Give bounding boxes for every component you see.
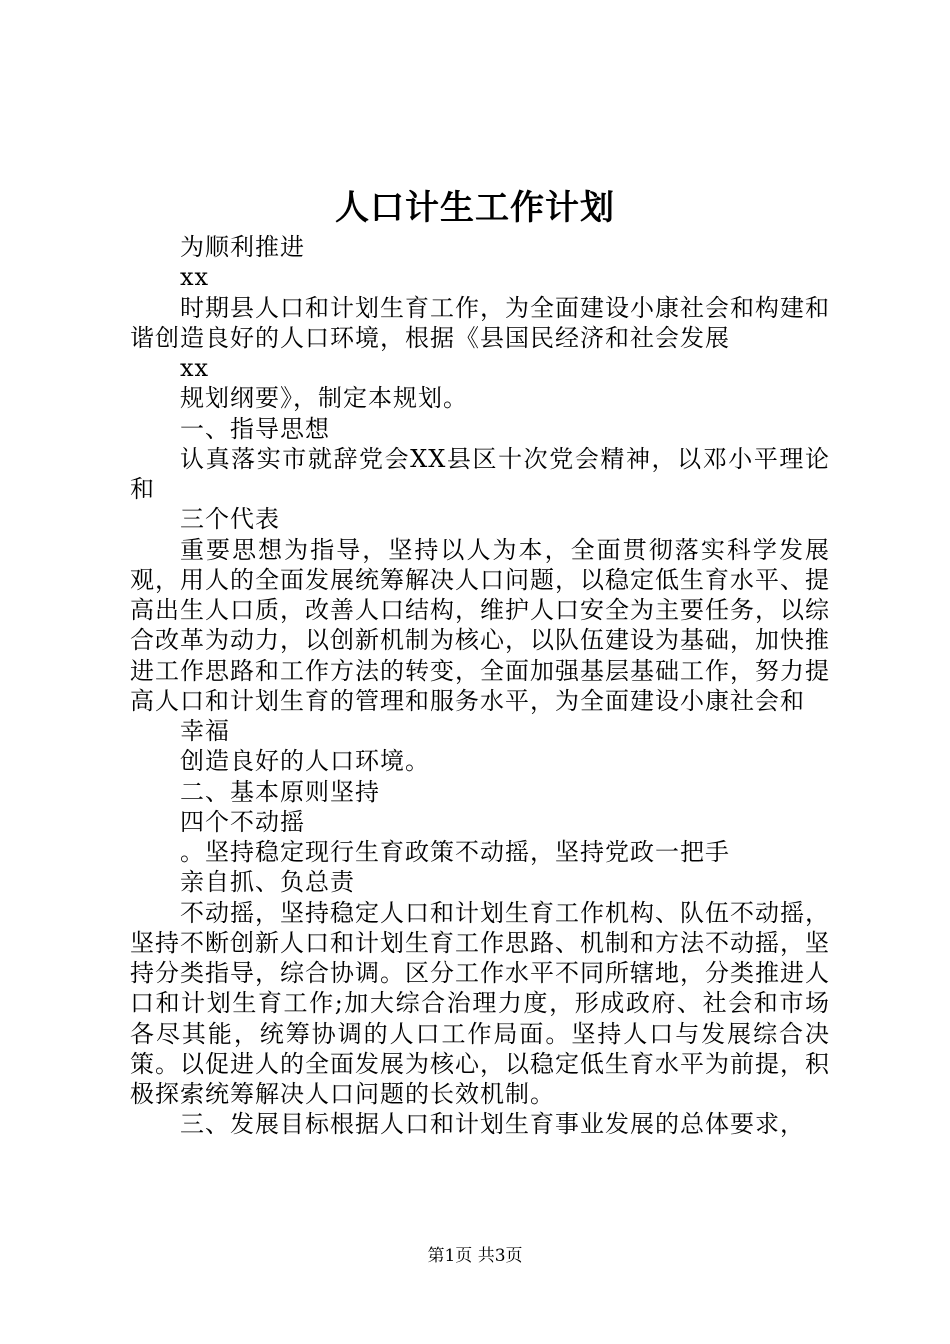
paragraph: 规划纲要》，制定本规划。: [180, 384, 468, 413]
paragraph: 不动摇，坚持稳定人口和计划生育工作机构、队伍不动摇，坚持不断创新人口和计划生育工作思路、机制和方法不动摇，坚持分类指导，综合协调。区分工作水平不同所辖地，分类推进人口和计划生育工作;加大综合治理力度，形成政府、社会和市场各尽其能，统筹协调的人口工作局面。坚持人口与发展综合决策。以促进人的全面发展为核心，以稳定低生育水平为前提，积极探索统筹解决人口问题的长效机制。: [130, 898, 830, 1108]
section-heading: 二、基本原则坚持: [180, 777, 380, 806]
paragraph: xx: [180, 263, 210, 292]
paragraph: 亲自抓、负总责: [180, 868, 355, 897]
section-heading: 三、发展目标根据人口和计划生育事业发展的总体要求，: [180, 1110, 805, 1139]
paragraph: 为顺利推进: [180, 233, 305, 261]
paragraph: 创造良好的人口环境。: [180, 747, 430, 776]
paragraph: 认真落实市就辞党会XX县区十次党会精神，以邓小平理论和: [130, 444, 830, 503]
paragraph: 重要思想为指导，坚持以人为本，全面贯彻落实科学发展观，用人的全面发展统筹解决人口问题，以稳定低生育水平、提高出生人口质，改善人口结构，维护人口安全为主要任务，以综合改革为动力，以创新机制为核心，以队伍建设为基础，加快推进工作思路和工作方法的转变，全面加强基层基础工作，努力提高人口和计划生育的管理和服务水平，为全面建设小康社会和: [130, 535, 830, 715]
paragraph: 幸福: [180, 717, 230, 745]
paragraph: 时期县人口和计划生育工作，为全面建设小康社会和构建和谐创造良好的人口环境，根据《县国民经济和社会发展: [130, 293, 830, 352]
section-heading: 一、指导思想: [180, 414, 330, 443]
paragraph: 。坚持稳定现行生育政策不动摇，坚持党政一把手: [180, 838, 730, 866]
page-footer: 第1页 共3页: [427, 1246, 523, 1266]
document-title: 人口计生工作计划: [335, 188, 615, 228]
paragraph: xx: [180, 354, 210, 382]
paragraph: 四个不动摇: [180, 807, 305, 836]
paragraph: 三个代表: [180, 505, 280, 534]
document-body: [130, 232, 830, 1140]
